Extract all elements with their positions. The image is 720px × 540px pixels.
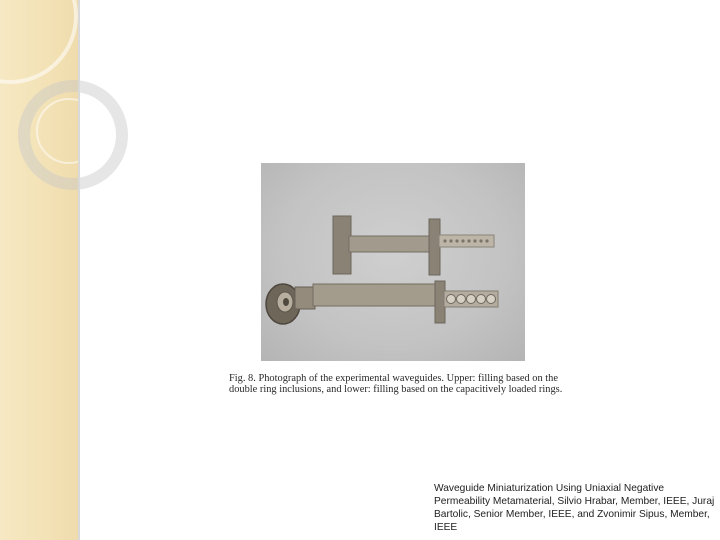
sidebar-divider bbox=[78, 0, 80, 540]
decorative-circle bbox=[36, 98, 102, 164]
waveguide-photograph bbox=[261, 163, 525, 361]
decorative-circle bbox=[0, 0, 78, 84]
paper-citation: Waveguide Miniaturization Using Uniaxial Negative Permeability Metamaterial, Silvio Hrabar, Member, IEEE, Juraj Bartolic, Senior Member, IEEE, and Zvonimir Sipus, Member, IEEE bbox=[434, 483, 715, 533]
decorative-sidebar bbox=[0, 0, 78, 540]
figure-caption: Fig. 8. Photograph of the experimental waveguides. Upper: filling based on the double ring inclusions, and lower: filling based on the capacitively loaded rings. bbox=[229, 373, 563, 396]
